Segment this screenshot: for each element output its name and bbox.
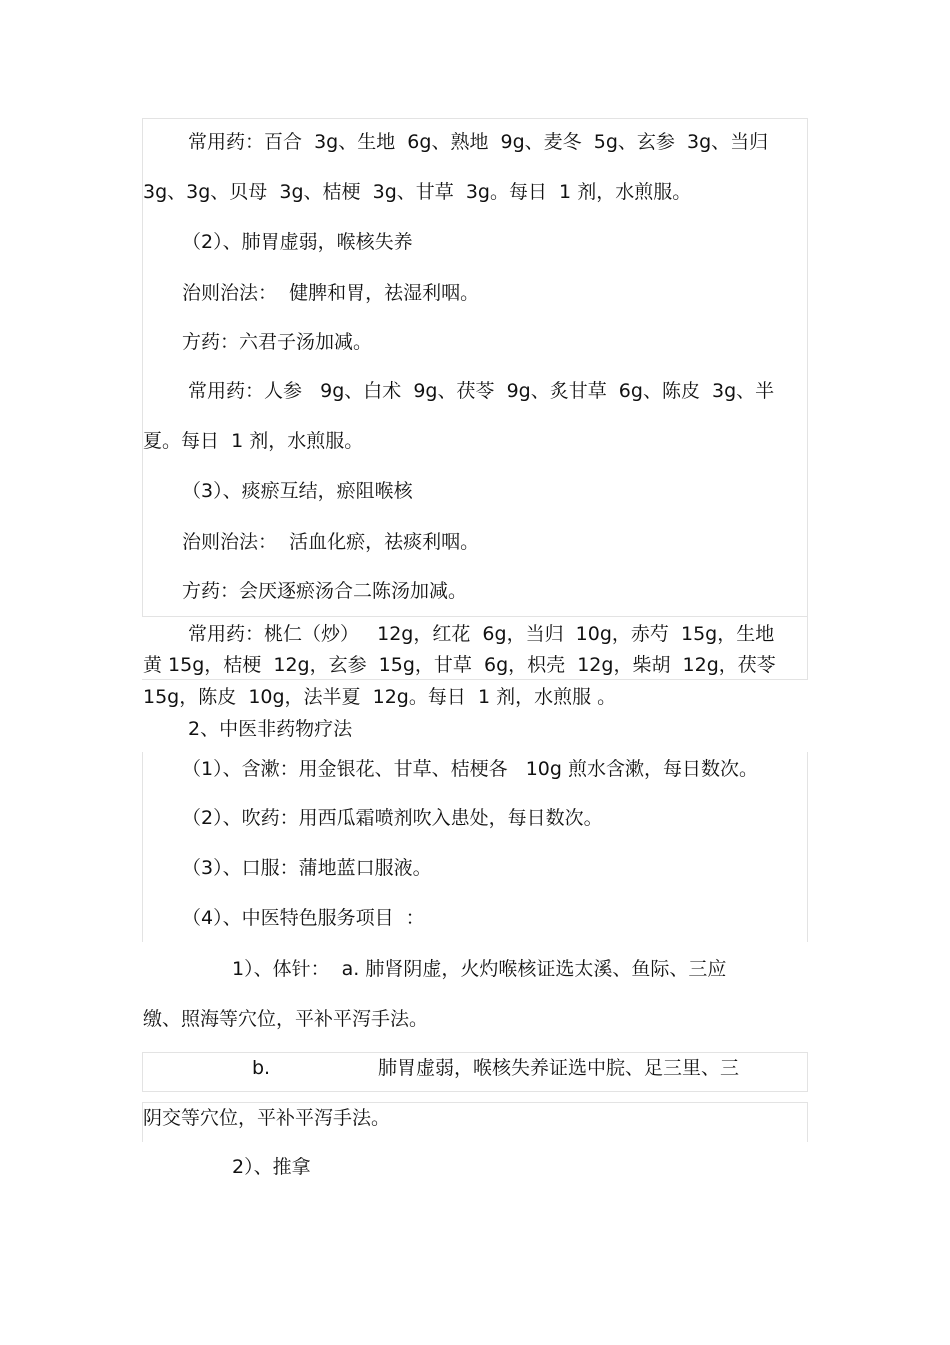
text-line-10: 方药：会厌逐瘀汤合二陈汤加减。 (182, 580, 468, 602)
text-line-23: 2）、推拿 (232, 1156, 311, 1178)
section-heading-2: （2）、肺胃虚弱，喉核失养 (182, 231, 413, 253)
text-line-11: 常用药：桃仁（炒） 12g，红花 6g，当归 10g，赤芍 15g，生地 (188, 623, 775, 645)
text-line-21-label: b. (252, 1057, 271, 1079)
section-heading-3: （3）、痰瘀互结，瘀阻喉核 (182, 480, 413, 502)
text-line-20: 缴、照海等穴位，平补平泻手法。 (143, 1008, 429, 1030)
text-line-7: 夏。每日 1 剂，水煎服。 (143, 430, 364, 452)
text-line-17: （3）、口服：蒲地蓝口服液。 (182, 857, 432, 879)
text-line-1: 常用药：百合 3g、生地 6g、熟地 9g、麦冬 5g、玄参 3g、当归 (188, 131, 769, 153)
text-line-4: 治则治法： 健脾和胃，祛湿利咽。 (182, 282, 480, 304)
text-line-21: 肺胃虚弱，喉核失养证选中脘、足三里、三 (378, 1057, 740, 1079)
text-line-2: 3g、3g、贝母 3g、桔梗 3g、甘草 3g。每日 1 剂，水煎服。 (143, 181, 692, 203)
text-line-15: （1）、含漱：用金银花、甘草、桔梗各 10g 煎水含漱，每日数次。 (182, 758, 758, 780)
text-line-6: 常用药：人参 9g、白术 9g、茯苓 9g、炙甘草 6g、陈皮 3g、半 (188, 380, 775, 402)
text-line-5: 方药：六君子汤加减。 (182, 331, 373, 353)
text-line-13: 15g，陈皮 10g，法半夏 12g。每日 1 剂，水煎服 。 (143, 686, 617, 708)
text-line-22: 阴交等穴位，平补平泻手法。 (143, 1107, 391, 1129)
text-line-9: 治则治法： 活血化瘀，祛痰利咽。 (182, 531, 480, 553)
text-line-12: 黄 15g，桔梗 12g，玄参 15g，甘草 6g，枳壳 12g，柴胡 12g，茯苓 (143, 654, 776, 676)
text-line-18: （4）、中医特色服务项目 ： (182, 907, 425, 929)
text-line-16: （2）、吹药：用西瓜霜喷剂吹入患处，每日数次。 (182, 807, 603, 829)
section-heading-non-drug: 2、中医非药物疗法 (188, 718, 353, 740)
text-line-19: 1）、体针： a. 肺肾阴虚，火灼喉核证选太溪、鱼际、三应 (232, 958, 727, 980)
